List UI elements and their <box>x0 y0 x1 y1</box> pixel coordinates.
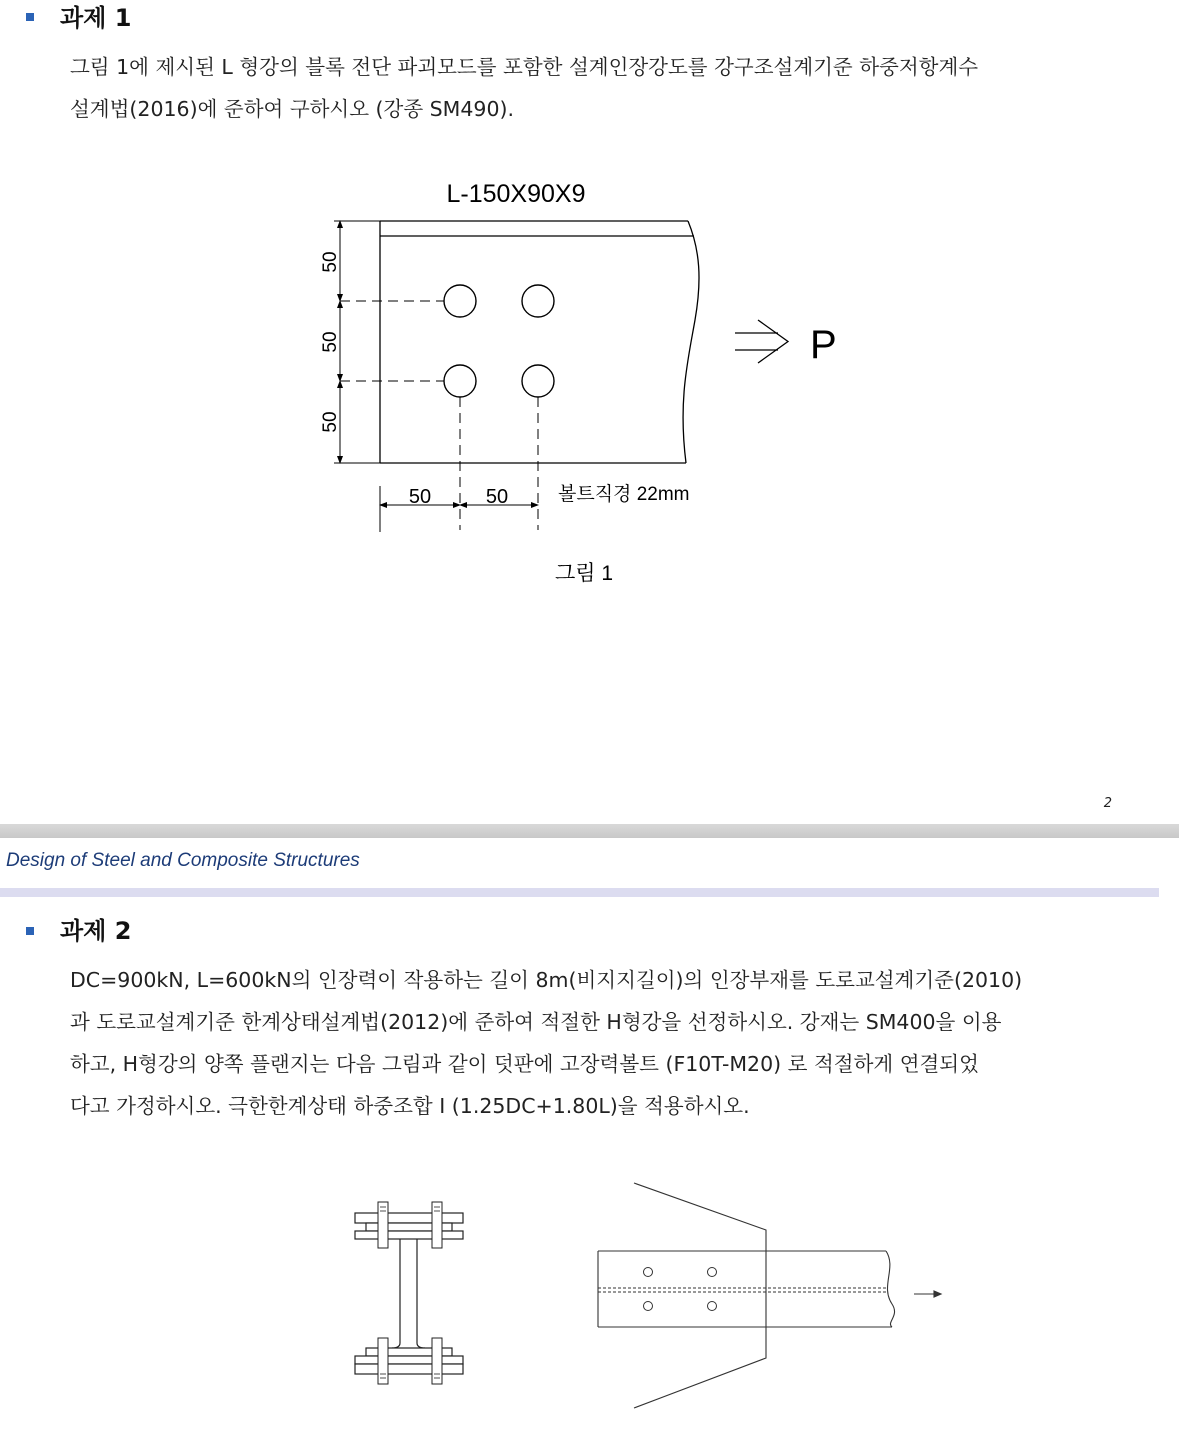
h-section-drawing <box>355 1213 463 1374</box>
page-2 <box>0 838 1179 1439</box>
h-member-side-view <box>598 1251 895 1327</box>
load-label: P <box>810 323 837 367</box>
bolt-hole <box>708 1302 717 1311</box>
horizontal-dim-label: 50 <box>485 486 509 508</box>
angle-plate <box>380 221 699 463</box>
page-separator <box>0 824 1179 838</box>
horizontal-dim-label: 50 <box>408 486 432 508</box>
horizontal-dimension <box>380 486 535 532</box>
bolt-hole <box>644 1268 653 1277</box>
page-number: 2 <box>1103 796 1112 811</box>
paragraph-line: 하고, H형강의 양쪽 플랜지는 다음 그림과 같이 덧판에 고장력볼트 (F10T-M20) 로 적절하게 연결되었 <box>70 1052 979 1076</box>
task-1-title: 과제 1 <box>60 4 132 32</box>
task-2-title: 과제 2 <box>60 917 132 945</box>
bolt-hole <box>644 1302 653 1311</box>
paragraph-line: 설계법(2016)에 준하여 구하시오 (강종 SM490). <box>70 97 515 121</box>
bolt-hole <box>444 285 476 317</box>
paragraph-line: 다고 가정하시오. 극한한계상태 하중조합 I (1.25DC+1.80L)을 적용하시오. <box>70 1094 750 1118</box>
bolt-center-lines <box>340 301 538 530</box>
figure-1-angle-connection <box>0 0 1179 620</box>
bolt-hole <box>444 365 476 397</box>
bolt-diameter-note: 볼트직경 22mm <box>558 484 690 505</box>
course-header-title: Design of Steel and Composite Structures <box>6 850 360 871</box>
load-arrow-icon <box>735 320 788 363</box>
figure-caption: 그림 1 <box>554 562 614 585</box>
tension-arrow-icon <box>914 1291 941 1297</box>
bolt-hole <box>522 285 554 317</box>
bolt-hole <box>708 1268 717 1277</box>
gusset-plate <box>634 1183 766 1408</box>
paragraph-line: DC=900kN, L=600kN의 인장력이 작용하는 길이 8m(비지지길이)의 인장부재를 도로교설계기준(2010) <box>70 968 1023 992</box>
vertical-dim-label: 50 <box>320 411 341 433</box>
figure-2-h-section-connection <box>0 838 1179 1439</box>
paragraph-line: 과 도로교설계기준 한계상태설계법(2012)에 준하여 적절한 H형강을 선정하시오. 강재는 SM400을 이용 <box>70 1010 1002 1034</box>
vertical-dim-label: 50 <box>320 251 341 273</box>
section-label: L-150X90X9 <box>446 180 586 208</box>
paragraph-line: 그림 1에 제시된 L 형강의 블록 전단 파괴모드를 포함한 설계인장강도를 강구조설계기준 하중저항계수 <box>70 55 979 79</box>
bolt-hole <box>522 365 554 397</box>
vertical-dim-label: 50 <box>320 331 341 353</box>
